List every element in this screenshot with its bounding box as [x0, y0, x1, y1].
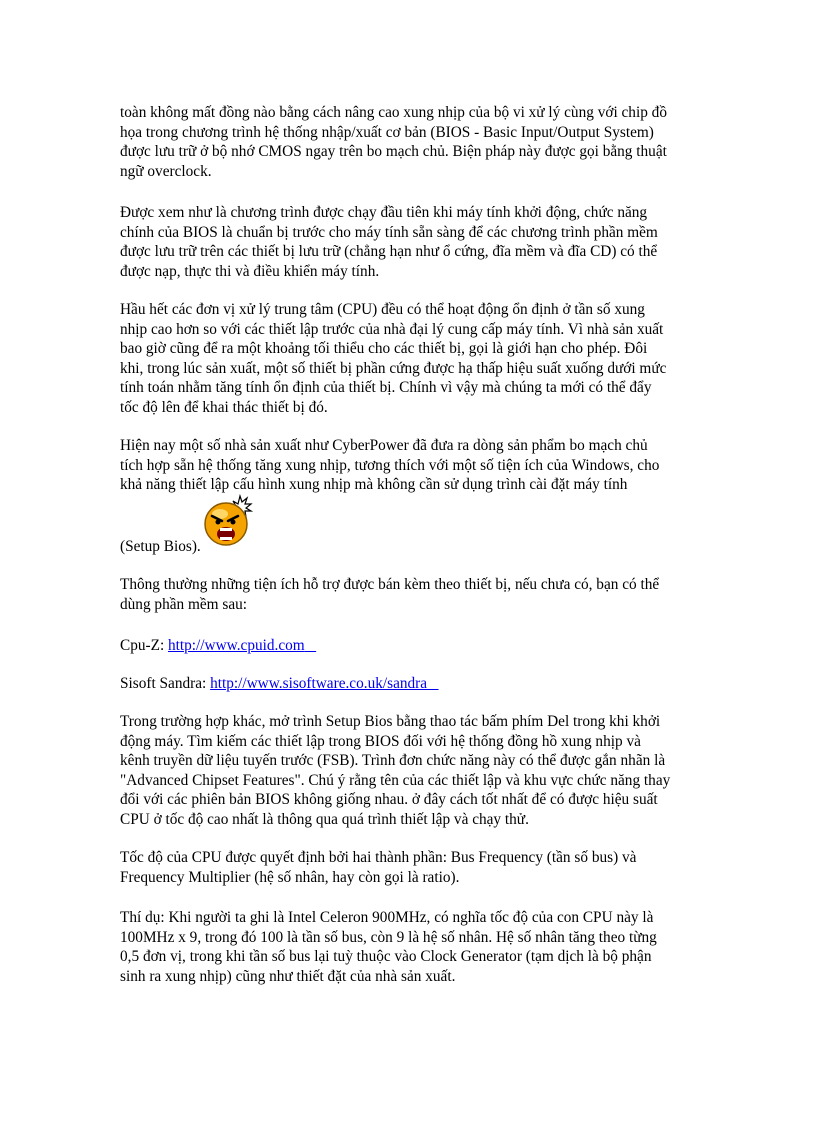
text-line: Hầu hết các đơn vị xử lý trung tâm (CPU) đều có thể hoạt động ổn định ở tần số xung	[120, 301, 645, 318]
text-line: dùng phần mềm sau:	[120, 595, 248, 613]
text-line: đổi với các phiên bản BIOS không giống nhau. ở đây cách tốt nhất để có được hiệu suất	[120, 791, 658, 808]
text-line: Hiện nay một số nhà sản xuất như CyberPower đã đưa ra dòng sản phẩm bo mạch chủ	[120, 437, 648, 454]
paragraph-overclock-intro	[120, 103, 700, 181]
text-line: 0,5 đơn vị, trong khi tần số bus lại tuỳ thuộc vào Clock Generator (tạm dịch là bộ phận	[120, 948, 652, 965]
text-line: (Setup Bios).	[120, 538, 201, 555]
paragraph-bios-role	[120, 203, 700, 281]
text-line: CPU ở tốc độ cao nhất là thông qua quá trình thiết lập và chạy thử.	[120, 810, 529, 828]
text-line: 100MHz x 9, trong đó 100 là tần số bus, còn 9 là hệ số nhân. Hệ số nhân tăng theo từng	[120, 928, 657, 946]
text-line: Tốc độ của CPU được quyết định bởi hai thành phần: Bus Frequency (tần số bus) và	[120, 849, 637, 866]
text-line: bao giờ cũng để ra một khoảng tối thiểu cho các thiết bị, gọi là giới hạn cho phép. Đôi	[120, 340, 648, 357]
text-line: tốc độ lên để khai thác thiết bị đó.	[120, 398, 328, 416]
paragraph-cyberpower	[120, 436, 700, 495]
paragraph-utilities	[120, 575, 700, 614]
sandra-link[interactable]: http://www.sisoftware.co.uk/sandra	[210, 675, 428, 692]
text-line: tích hợp sẵn hệ thống tăng xung nhịp, tương thích với một số tiện ích của Windows, cho	[120, 456, 660, 474]
text-line: động máy. Tìm kiếm các thiết lập trong BIOS đối với hệ thống đồng hồ xung nhịp và	[120, 732, 641, 750]
text-line: được nạp, thực thi và điều khiển máy tính.	[120, 262, 380, 280]
sandra-label: Sisoft Sandra:	[120, 675, 211, 692]
text-line: kênh truyền dữ liệu tuyến trước (FSB). Trình đơn chức năng này có thể được gắn nhãn là	[120, 752, 666, 769]
text-line: tính toán nhằm tăng tính ổn định của thiết bị. Chính vì vậy mà chúng ta mới có thể đẩy	[120, 379, 652, 396]
text-line: Thông thường những tiện ích hỗ trợ được bán kèm theo thiết bị, nếu chưa có, bạn có thể	[120, 576, 660, 593]
angry-smiley-icon	[200, 494, 256, 550]
text-line: khả năng thiết lập cấu hình xung nhịp mà không cần sử dụng trình cài đặt máy tính	[120, 476, 628, 493]
paragraph-setup-steps	[120, 712, 700, 829]
text-line: ngữ overclock.	[120, 162, 212, 180]
text-line: được lưu trữ ở bộ nhớ CMOS ngay trên bo mạch chủ. Biện pháp này được gọi bằng thuật	[120, 143, 667, 160]
text-line: họa trong chương trình hệ thống nhập/xuất cơ bản (BIOS - Basic Input/Output System)	[120, 123, 654, 141]
text-line: Được xem như là chương trình được chạy đầu tiên khi máy tính khởi động, chức năng	[120, 204, 648, 221]
text-line: toàn không mất đồng nào bằng cách nâng cao xung nhịp của bộ vi xử lý cùng với chip đồ	[120, 104, 667, 121]
sandra-line	[120, 674, 700, 694]
cpuz-line	[120, 636, 700, 656]
text-line: "Advanced Chipset Features". Chú ý rằng tên của các thiết lập và khu vực chức năng thay	[120, 771, 671, 789]
text-line: Frequency Multiplier (hệ số nhân, hay còn gọi là ratio).	[120, 868, 460, 886]
paragraph-example	[120, 908, 700, 986]
text-line: khi, trong lúc sản xuất, một số thiết bị phần cứng được hạ thấp hiệu suất xuống dưới mức	[120, 359, 667, 377]
cpuz-label: Cpu-Z:	[120, 637, 169, 654]
text-line: được lưu trữ trên các thiết bị lưu trữ (chẳng hạn như ổ cứng, đĩa mềm và đĩa CD) có thể	[120, 243, 658, 260]
text-line: Trong trường hợp khác, mở trình Setup Bios bằng thao tác bấm phím Del trong khi khởi	[120, 713, 661, 730]
text-line: sinh ra xung nhịp) cũng như thiết đặt của nhà sản xuất.	[120, 967, 456, 985]
text-line: Thí dụ: Khi người ta ghi là Intel Celeron 900MHz, có nghĩa tốc độ của con CPU này là	[120, 909, 654, 926]
link-row-sandra	[120, 674, 700, 694]
paragraph-cpu-tolerance	[120, 300, 700, 417]
text-line: chính của BIOS là chuẩn bị trước cho máy tính sẵn sàng để các chương trình phần mềm	[120, 223, 658, 241]
paragraph-cpu-speed	[120, 848, 700, 887]
text-line: nhịp cao hơn so với các thiết lập trước của nhà đại lý cung cấp máy tính. Vì nhà sản xuất	[120, 320, 664, 338]
link-row-cpuz	[120, 636, 700, 656]
cpuz-link[interactable]: http://www.cpuid.com	[168, 637, 305, 654]
